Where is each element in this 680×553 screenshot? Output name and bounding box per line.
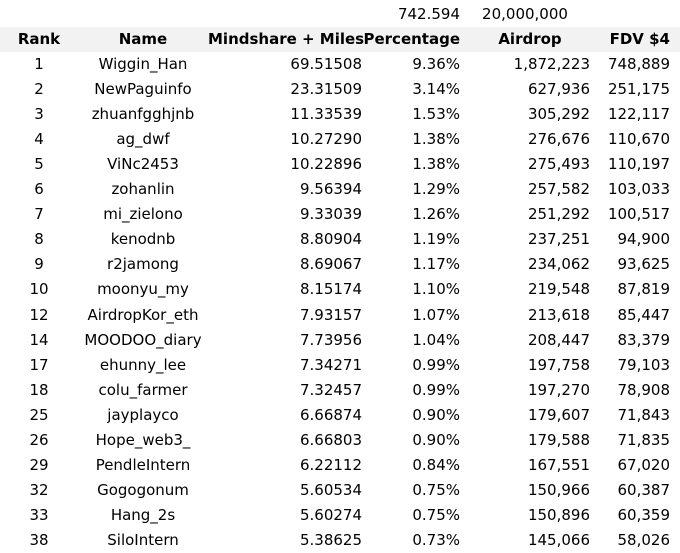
fdv-cell[interactable]: 251,175 [607,80,670,99]
airdrop-cell[interactable]: 257,582 [527,180,590,199]
airdrop-cell[interactable]: 213,618 [527,305,590,324]
percentage-cell[interactable]: 1.10% [412,280,460,299]
name-cell[interactable]: zohanlin [111,180,175,199]
header-name[interactable]: Name [118,30,168,48]
name-cell[interactable]: MOODOO_diary [84,330,202,349]
rank-cell[interactable]: 38 [29,530,49,549]
airdrop-cell[interactable]: 219,548 [527,280,590,299]
rank-cell[interactable]: 7 [34,205,44,224]
rank-cell[interactable]: 8 [34,230,44,249]
mindshare-cell[interactable]: 8.15174 [299,280,362,299]
airdrop-cell[interactable]: 627,936 [527,80,590,99]
airdrop-cell[interactable]: 234,062 [527,255,590,274]
total-percentage-base-cell[interactable]: 742.594 [397,5,460,23]
airdrop-cell[interactable]: 275,493 [527,155,590,174]
name-cell[interactable]: SiloIntern [107,530,179,549]
table-row [0,528,680,553]
name-cell[interactable]: PendleIntern [95,455,191,474]
table-row [0,127,680,152]
mindshare-cell[interactable]: 7.34271 [299,355,362,374]
rank-cell[interactable]: 18 [29,380,49,399]
header-percentage[interactable]: Percentage [363,30,460,48]
header-airdrop[interactable]: Airdrop [498,30,562,48]
name-cell[interactable]: mi_zielono [103,205,183,224]
percentage-cell[interactable]: 0.75% [412,480,460,499]
table-row [0,478,680,503]
percentage-cell[interactable]: 0.84% [412,455,460,474]
rank-cell[interactable]: 1 [34,55,44,73]
table-row [0,52,680,77]
airdrop-cell[interactable]: 179,588 [527,430,590,449]
fdv-cell[interactable]: 71,843 [617,405,670,424]
mindshare-cell[interactable]: 5.38625 [299,530,362,549]
rank-cell[interactable]: 14 [29,330,49,349]
airdrop-cell[interactable]: 179,607 [527,405,590,424]
airdrop-cell[interactable]: 150,896 [527,505,590,524]
table-row [0,303,680,328]
total-airdrop-cell[interactable]: 20,000,000 [482,5,568,23]
header-fdv[interactable]: FDV $4 [609,30,670,48]
name-cell[interactable]: zhuanfgghjnb [91,105,195,124]
mindshare-cell[interactable]: 8.80904 [299,230,362,249]
percentage-cell[interactable]: 1.53% [412,105,460,124]
mindshare-cell[interactable]: 5.60274 [299,505,362,524]
airdrop-cell[interactable]: 208,447 [527,330,590,349]
fdv-cell[interactable]: 85,447 [617,305,670,324]
mindshare-cell[interactable]: 7.93157 [299,305,362,324]
name-cell[interactable]: ag_dwf [116,130,170,149]
table-row [0,378,680,403]
mindshare-cell[interactable]: 9.33039 [299,205,362,224]
table-row [0,252,680,277]
name-cell[interactable]: ehunny_lee [99,355,187,374]
fdv-cell[interactable]: 60,387 [617,480,670,499]
fdv-cell[interactable]: 103,033 [607,180,670,199]
table-row [0,152,680,177]
rank-cell[interactable]: 10 [29,280,49,299]
rank-cell[interactable]: 32 [29,480,49,499]
percentage-cell[interactable]: 3.14% [412,80,460,99]
airdrop-cell[interactable]: 145,066 [527,530,590,549]
fdv-cell[interactable]: 83,379 [617,330,670,349]
mindshare-cell[interactable]: 11.33539 [290,105,362,124]
mindshare-cell[interactable]: 69.51508 [290,55,362,73]
name-cell[interactable]: colu_farmer [98,380,188,399]
fdv-cell[interactable]: 110,670 [607,130,670,149]
fdv-cell[interactable]: 110,197 [607,155,670,174]
fdv-cell[interactable]: 87,819 [617,280,670,299]
mindshare-cell[interactable]: 23.31509 [290,80,362,99]
table-row [0,328,680,353]
airdrop-cell[interactable]: 237,251 [527,230,590,249]
percentage-cell[interactable]: 0.73% [412,530,460,549]
mindshare-cell[interactable]: 7.32457 [299,380,362,399]
percentage-cell[interactable]: 1.17% [412,255,460,274]
table-row [0,77,680,102]
table-row [0,453,680,478]
rank-cell[interactable]: 29 [29,455,49,474]
fdv-cell[interactable]: 93,625 [617,255,670,274]
table-row [0,353,680,378]
percentage-cell[interactable]: 1.29% [412,180,460,199]
fdv-cell[interactable]: 71,835 [617,430,670,449]
table-row [0,503,680,528]
airdrop-cell[interactable]: 167,551 [527,455,590,474]
percentage-cell[interactable]: 9.36% [412,55,460,73]
name-cell[interactable]: kenodnb [110,230,176,249]
table-row [0,202,680,227]
percentage-cell[interactable]: 1.38% [412,130,460,149]
rank-cell[interactable]: 9 [34,255,44,274]
mindshare-cell[interactable]: 9.56394 [299,180,362,199]
fdv-cell[interactable]: 58,026 [617,530,670,549]
mindshare-cell[interactable]: 6.66874 [299,405,362,424]
table-row [0,102,680,127]
percentage-cell[interactable]: 0.99% [412,380,460,399]
table-row [0,428,680,453]
rank-cell[interactable]: 4 [34,130,44,149]
rank-cell[interactable]: 33 [29,505,49,524]
percentage-cell[interactable]: 0.99% [412,355,460,374]
fdv-cell[interactable]: 60,359 [617,505,670,524]
rank-cell[interactable]: 5 [34,155,44,174]
name-cell[interactable]: ViNc2453 [107,155,179,174]
percentage-cell[interactable]: 1.38% [412,155,460,174]
airdrop-cell[interactable]: 276,676 [527,130,590,149]
totals-row [0,2,680,27]
mindshare-cell[interactable]: 8.69067 [299,255,362,274]
table-row [0,177,680,202]
mindshare-cell[interactable]: 10.27290 [290,130,362,149]
rank-cell[interactable]: 2 [34,80,44,99]
name-cell[interactable]: Hope_web3_ [95,430,191,449]
airdrop-cell[interactable]: 197,270 [527,380,590,399]
fdv-cell[interactable]: 94,900 [617,230,670,249]
percentage-cell[interactable]: 0.90% [412,405,460,424]
fdv-cell[interactable]: 79,103 [617,355,670,374]
name-cell[interactable]: r2jamong [107,255,179,274]
name-cell[interactable]: NewPaguinfo [94,80,192,99]
rank-cell[interactable]: 6 [34,180,44,199]
rank-cell[interactable]: 26 [29,430,49,449]
rank-cell[interactable]: 17 [29,355,49,374]
mindshare-cell[interactable]: 10.22896 [290,155,362,174]
mindshare-cell[interactable]: 5.60534 [299,480,362,499]
table-row [0,403,680,428]
table-row [0,227,680,252]
rank-cell[interactable]: 25 [29,405,49,424]
percentage-cell[interactable]: 0.90% [412,430,460,449]
mindshare-cell[interactable]: 7.73956 [299,330,362,349]
name-cell[interactable]: moonyu_my [97,280,189,299]
airdrop-cell[interactable]: 251,292 [527,205,590,224]
airdrop-cell[interactable]: 197,758 [527,355,590,374]
mindshare-cell[interactable]: 6.66803 [299,430,362,449]
fdv-cell[interactable]: 100,517 [607,205,670,224]
fdv-cell[interactable]: 67,020 [617,455,670,474]
name-cell[interactable]: Gogogonum [97,480,189,499]
name-cell[interactable]: Wiggin_Han [98,55,188,73]
airdrop-cell[interactable]: 1,872,223 [513,55,590,73]
name-cell[interactable]: AirdropKor_eth [87,305,199,324]
percentage-cell[interactable]: 1.19% [412,230,460,249]
percentage-cell[interactable]: 1.04% [412,330,460,349]
table-row [0,277,680,302]
rank-cell[interactable]: 12 [29,305,49,324]
name-cell[interactable]: jayplayco [107,405,179,424]
header-mindshare[interactable]: Mindshare + Miles [208,30,365,48]
header-row [0,27,680,52]
name-cell[interactable]: Hang_2s [110,505,176,524]
mindshare-cell[interactable]: 6.22112 [299,455,362,474]
header-rank[interactable]: Rank [17,30,61,48]
percentage-cell[interactable]: 1.07% [412,305,460,324]
percentage-cell[interactable]: 0.75% [412,505,460,524]
airdrop-cell[interactable]: 150,966 [527,480,590,499]
percentage-cell[interactable]: 1.26% [412,205,460,224]
fdv-cell[interactable]: 122,117 [607,105,670,124]
rank-cell[interactable]: 3 [34,105,44,124]
airdrop-cell[interactable]: 305,292 [527,105,590,124]
fdv-cell[interactable]: 78,908 [617,380,670,399]
fdv-cell[interactable]: 748,889 [607,55,670,73]
